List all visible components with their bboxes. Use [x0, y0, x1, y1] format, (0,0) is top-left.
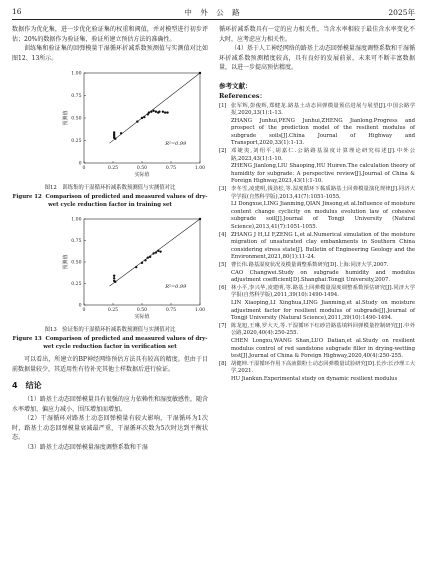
- reference-item: [7] 陈龙旭,王琳,罗大天,等.干湿循环下红砂岩路基填料回弹模量控制研究[J].中外公路,2020,40(4):250-255.: [219, 322, 415, 337]
- data-point: [113, 277, 115, 279]
- x-tick-label: 1.00: [194, 308, 206, 313]
- conclusion-1: （1）路基土动态回弹模量具有很强的应力依赖性和湿度敏感性，随含水率增加、偏应力减小、围压增加而增加。: [12, 396, 208, 413]
- section-heading-conclusions: 4 结论: [12, 381, 42, 390]
- paragraph-intro: 数据作为优化集，进一步优化验证集的权重和阈值，并对模型进行初步评估；20%的数据作为验证集，验证所建立预估方法的准确性。: [12, 26, 208, 43]
- reference-item: LIN Xiaoping,LI Xinghua,LING Jianming,et al.Study on moisture adjustment factor for resilient modulus of subgrade[J].Journal of Tongji University (Natural Science),2011,39(10):1490-1494.: [231, 299, 415, 322]
- issue-year: 2025年: [388, 8, 415, 17]
- paragraph-accuracy: 可以看出，所建立的BP神经网络预估方法具有较高的精度。但由于目前数据量较少，其适用性有待补充其他土样数据后进行验证。: [12, 356, 208, 373]
- y-tick-label: 0: [78, 303, 82, 309]
- x-tick-label: 0.75: [165, 166, 177, 171]
- reference-item: [8] 胡健坤.干湿循环作用下高液限粉土动态回弹模量试验研究[D].长沙:长沙理工大学,2021.: [219, 360, 415, 375]
- data-point: [162, 111, 164, 113]
- x-axis-label: 实际值: [134, 314, 150, 320]
- x-tick-label: 0.50: [136, 166, 148, 171]
- x-tick-label: 0: [82, 166, 86, 171]
- figure-12-label: Figure 12: [12, 194, 42, 200]
- data-point: [114, 281, 116, 283]
- data-point: [147, 257, 149, 259]
- data-point: [155, 111, 157, 113]
- reference-item: [5] 曹长伟.路基湿度状况及模量调整系数研究[D].上海:同济大学,2007.: [219, 261, 389, 268]
- page-header: [12, 7, 415, 19]
- fit-line: [110, 73, 200, 143]
- data-point: [143, 116, 145, 118]
- figure-13-caption-en: [12, 335, 208, 351]
- x-tick-label: 0.75: [165, 308, 177, 313]
- r-squared-annotation: R²=0.99: [165, 141, 187, 147]
- x-tick-label: 1.00: [194, 166, 206, 171]
- conclusion-3-continued: 循环折减系数具有一定的应力相关性，当含水率相较于最佳含水率变化不大时，应考虑应力相关性。: [219, 26, 415, 43]
- data-point: [141, 262, 143, 264]
- header-rule: [12, 19, 415, 20]
- data-point: [114, 138, 116, 140]
- data-point: [152, 110, 154, 112]
- reference-item: [6] 林小平,李兴华,凌建明,等.路基土回弹模量湿度调整系数预估研究[J].同济大学学报(自然科学版),2011,39(10):1490-1494.: [219, 284, 415, 299]
- reference-item: LI Dongxue,LING Jianming,QIAN Jinsong,et al.Influence of moisture content change cyclicity on modulus evolution law of cohesive subgrade soil[J].Journal of Tongji University (Natural Science),2013,41(7):1051-1055.: [231, 201, 415, 230]
- reference-item: CAO Changwei.Study on subgrade humidity and modulus adjustment coefficient[D].Shanghai:Tongji University,2007.: [231, 269, 415, 284]
- references-title-en: References：: [219, 91, 267, 100]
- x-tick-label: 0.25: [107, 308, 119, 313]
- x-tick-label: 0: [82, 308, 86, 313]
- y-tick-label: 0.50: [71, 116, 82, 122]
- page-number: 16: [12, 7, 22, 16]
- data-point: [149, 256, 151, 258]
- figure-12: [12, 67, 208, 209]
- y-tick-label: 1.00: [71, 217, 82, 223]
- x-axis-label: 实际值: [134, 172, 150, 178]
- paragraph-figure-ref: 训练集和验证集的回弹模量干湿循环折减系数预测值与实测值对比如图12、13所示。: [12, 45, 208, 62]
- reference-item: [1] 张军辉,彭俊辉,郑健龙.路基土动态回弹模量预估进展与展望[J].中国公路学报,2020,33(1):1-13.: [219, 102, 415, 117]
- figure-13-label: Figure 13: [12, 336, 42, 342]
- data-point: [199, 72, 201, 74]
- reference-item: CHEN Longxu,WANG Shan,LUO Datian,et al.Study on resilient modulus control of red sandstone subgrade filler in drying-wetting test[J].Journal of China & Foreign Highway,2020,40(4):250-255.: [231, 337, 415, 360]
- figure-12-chart: [12, 67, 208, 183]
- reference-list: [219, 103, 415, 384]
- reference-item: [4] ZHANG J H,LI F,ZENG L,et al.Numerical simulation of the moisture migration of unsaturated clay embankments in Southern China considering stress state[J]. Bulletin of Engineering Geology and the Environment,2021,80(1):11-24.: [219, 231, 415, 261]
- y-axis-label: 预测值: [63, 254, 69, 270]
- data-point: [152, 252, 154, 254]
- figure-12-caption-en: [12, 193, 208, 209]
- reference-item: ZHANG Junhui,PENG Junhui,ZHENG Jianlong.Progress and prospect of the prediction model of the resilient modulus of subgrade soils[J].China Journal of Highway and Transport,2020,33(1):1-13.: [231, 117, 415, 147]
- figure-13: [12, 213, 208, 351]
- figure-12-caption-en-text: Comparison of predicted and measured values of dry-wet cycle reduction factor in training set: [45, 194, 208, 208]
- data-point: [166, 111, 168, 113]
- figure-13-chart: [12, 213, 208, 325]
- reference-item: [3] 李冬雪,凌建明,钱劲松,等.湿度循环下黏质路基土回弹模量演化规律[J].同济大学学报(自然科学版),2013,41(7):1051-1055.: [219, 186, 415, 200]
- y-tick-label: 0.25: [71, 282, 82, 288]
- data-point: [141, 117, 143, 119]
- data-point: [113, 275, 115, 277]
- r-squared-annotation: R²=0.99: [165, 283, 187, 290]
- left-column: [12, 25, 208, 452]
- data-point: [199, 218, 201, 220]
- y-tick-label: 0.50: [71, 260, 82, 266]
- reference-item: HU Jiankun.Experimental study on dynamic resilient modulus: [231, 375, 398, 382]
- data-point: [164, 111, 166, 113]
- x-tick-label: 0.25: [107, 166, 119, 171]
- data-point: [157, 250, 159, 252]
- data-point: [158, 111, 160, 113]
- conclusion-4: （4）基于人工神经网络的路基土动态回弹模量湿度调整系数和干湿循环折减系数预测精度较高，具有良好的发展前景。未来可不断丰富数据量，以进一步提高预估精度。: [219, 45, 415, 71]
- conclusion-3: （3）路基土动态回弹模量湿度调整系数和干湿: [24, 443, 148, 451]
- conclusion-2: （2）干湿循环对路基土动态回弹模量有较大影响，干湿循环为1次时，路基土动态回弹模量衰减最严重，干湿循环次数为5次时达到平衡状态。: [12, 415, 208, 441]
- figure-13-caption-en-text: Comparison of predicted and measured values of dry-wet cycle reduction factor in verification set: [43, 336, 208, 350]
- y-tick-label: 0: [78, 161, 82, 167]
- figure-13-caption-cn: 图13 验证集的干湿循环折减系数预测值与实测值对比: [44, 327, 176, 333]
- data-point: [136, 120, 138, 122]
- data-point: [159, 250, 161, 252]
- reference-item: [2] 邓婕夷,刘绍平,胡嘉仁.公路路基湿度计算理论研究综述[J].中外公路,2023,43(1):1-10.: [219, 148, 415, 162]
- data-point: [144, 259, 146, 261]
- y-tick-label: 0.75: [71, 239, 82, 245]
- y-tick-label: 0.25: [71, 139, 82, 145]
- right-column: [219, 25, 415, 383]
- y-axis-label: 预测值: [63, 110, 69, 126]
- figure-12-caption-cn: 图12 训练集的干湿循环折减系数预测值与实测值对比: [44, 185, 176, 191]
- reference-item: ZHENG Jianlong,LIU Shaoping,HU Huiren.The calculation theory of humidity for subgrade: A perspective review[J].Journal of China & Foreign Highway,2023,43(1):1-10.: [231, 163, 415, 185]
- data-point: [135, 266, 137, 268]
- journal-title: 中 外 公 路: [184, 8, 243, 17]
- y-tick-label: 1.00: [71, 71, 82, 77]
- y-tick-label: 0.75: [71, 94, 82, 100]
- x-tick-label: 0.50: [136, 308, 148, 313]
- data-point: [148, 111, 150, 113]
- data-point: [150, 111, 152, 113]
- data-point: [155, 251, 157, 253]
- data-point: [120, 132, 122, 134]
- references-title-cn: 参考文献：: [219, 81, 252, 90]
